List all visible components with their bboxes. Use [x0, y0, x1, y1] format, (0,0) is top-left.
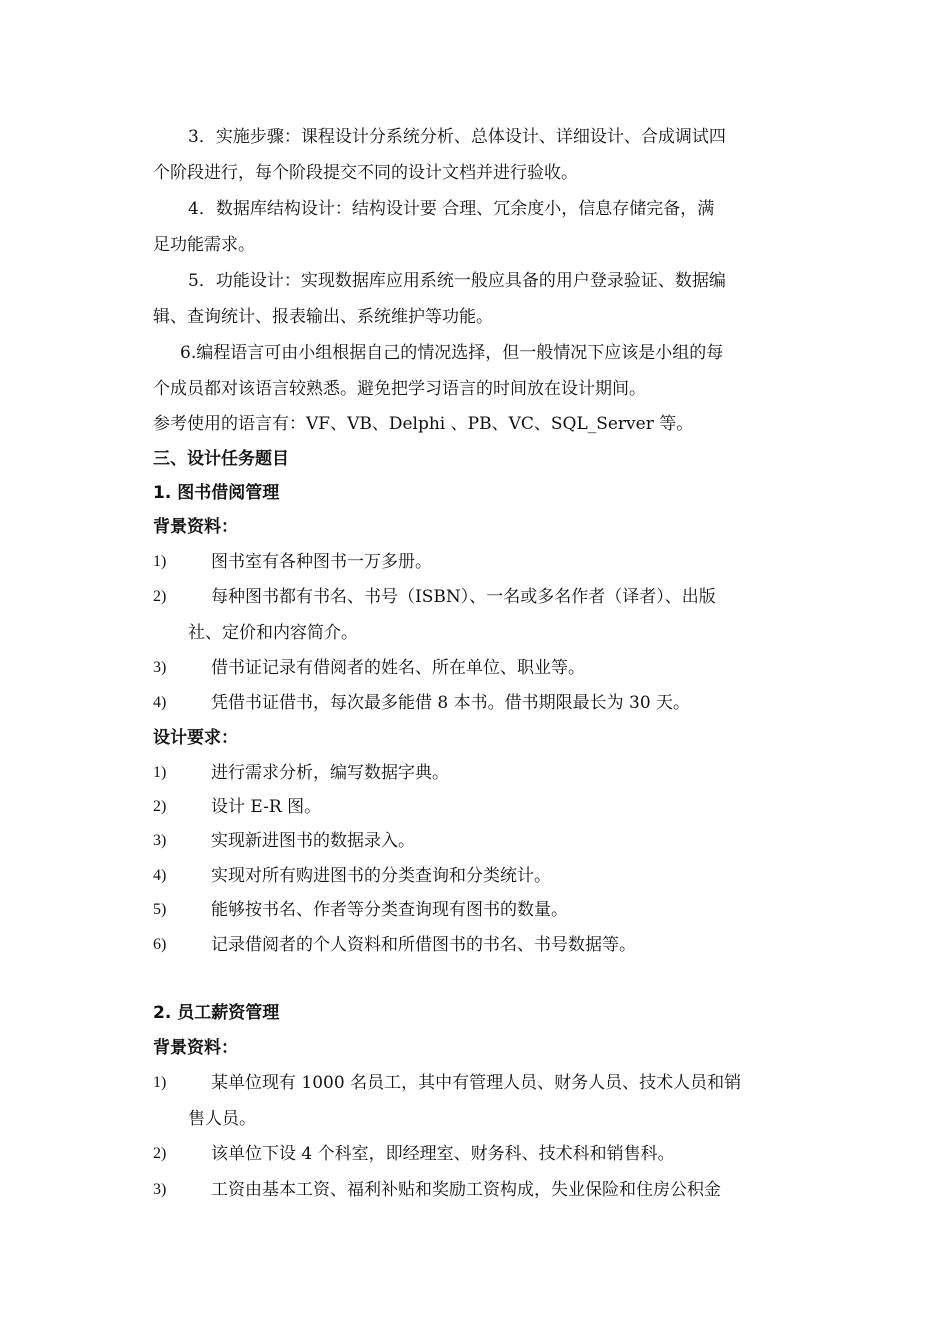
task-2-background-item: 工资由基本工资、福利补贴和奖励工资构成，失业保险和住房公积金	[211, 1180, 721, 1200]
paragraph-4-line-1: 4．数据库结构设计：结构设计要 合理、冗余度小，信息存储完备，满	[188, 199, 715, 219]
task-1-background-num: 2)	[153, 588, 167, 605]
task-1-requirement-item: 能够按书名、作者等分类查询现有图书的数量。	[211, 900, 568, 920]
section-3-heading: 三、设计任务题目	[153, 449, 289, 469]
task-1-requirement-item: 实现对所有购进图书的分类查询和分类统计。	[211, 866, 551, 886]
task-2-background-item-continuation: 售人员。	[188, 1109, 256, 1129]
task-1-requirement-item: 实现新进图书的数据录入。	[211, 831, 415, 851]
task-1-background-label: 背景资料：	[153, 517, 238, 537]
task-1-background-num: 1)	[153, 553, 167, 570]
task-2-background-item: 该单位下设 4 个科室，即经理室、财务科、技术科和销售科。	[211, 1144, 675, 1164]
task-1-requirement-num: 2)	[153, 798, 167, 815]
paragraph-4-line-2: 足功能需求。	[153, 235, 255, 255]
task-1-requirement-num: 3)	[153, 832, 167, 849]
task-1-requirement-num: 1)	[153, 764, 167, 781]
task-2-background-num: 2)	[153, 1145, 167, 1162]
task-2-title: 2. 员工薪资管理	[153, 1003, 280, 1023]
task-1-background-item: 凭借书证借书，每次最多能借 8 本书。借书期限最长为 30 天。	[211, 693, 691, 713]
paragraph-6-line-3: 参考使用的语言有：VF、VB、Delphi 、PB、VC、SQL_Server 等。	[153, 414, 694, 434]
task-1-requirement-num: 6)	[153, 936, 167, 953]
task-1-requirement-item: 进行需求分析，编写数据字典。	[211, 763, 449, 783]
paragraph-6-line-1: 6.编程语言可由小组根据自己的情况选择，但一般情况下应该是小组的每	[180, 343, 724, 363]
task-2-background-num: 3)	[153, 1181, 167, 1198]
task-1-requirements-label: 设计要求：	[153, 728, 238, 748]
task-1-background-item-continuation: 社、定价和内容简介。	[188, 623, 358, 643]
task-1-background-item: 借书证记录有借阅者的姓名、所在单位、职业等。	[211, 658, 585, 678]
paragraph-3-line-2: 个阶段进行，每个阶段提交不同的设计文档并进行验收。	[153, 163, 578, 183]
task-1-requirement-num: 4)	[153, 867, 167, 884]
task-1-background-num: 3)	[153, 659, 167, 676]
task-1-background-item: 每种图书都有书名、书号（ISBN）、一名或多名作者（译者）、出版	[211, 587, 716, 607]
task-1-requirement-num: 5)	[153, 901, 167, 918]
task-2-background-label: 背景资料：	[153, 1038, 238, 1058]
task-2-background-num: 1)	[153, 1074, 167, 1091]
task-1-background-num: 4)	[153, 694, 167, 711]
task-1-title: 1. 图书借阅管理	[153, 483, 280, 503]
task-1-requirement-item: 设计 E-R 图。	[211, 797, 322, 817]
task-2-background-item: 某单位现有 1000 名员工，其中有管理人员、财务人员、技术人员和销	[211, 1073, 742, 1093]
paragraph-5-line-2: 辑、查询统计、报表输出、系统维护等功能。	[153, 307, 493, 327]
paragraph-5-line-1: 5．功能设计：实现数据库应用系统一般应具备的用户登录验证、数据编	[188, 271, 726, 291]
paragraph-3-line-1: 3．实施步骤：课程设计分系统分析、总体设计、详细设计、合成调试四	[188, 127, 726, 147]
paragraph-6-line-2: 个成员都对该语言较熟悉。避免把学习语言的时间放在设计期间。	[153, 379, 646, 399]
task-1-requirement-item: 记录借阅者的个人资料和所借图书的书名、书号数据等。	[211, 935, 636, 955]
task-1-background-item: 图书室有各种图书一万多册。	[211, 552, 432, 572]
